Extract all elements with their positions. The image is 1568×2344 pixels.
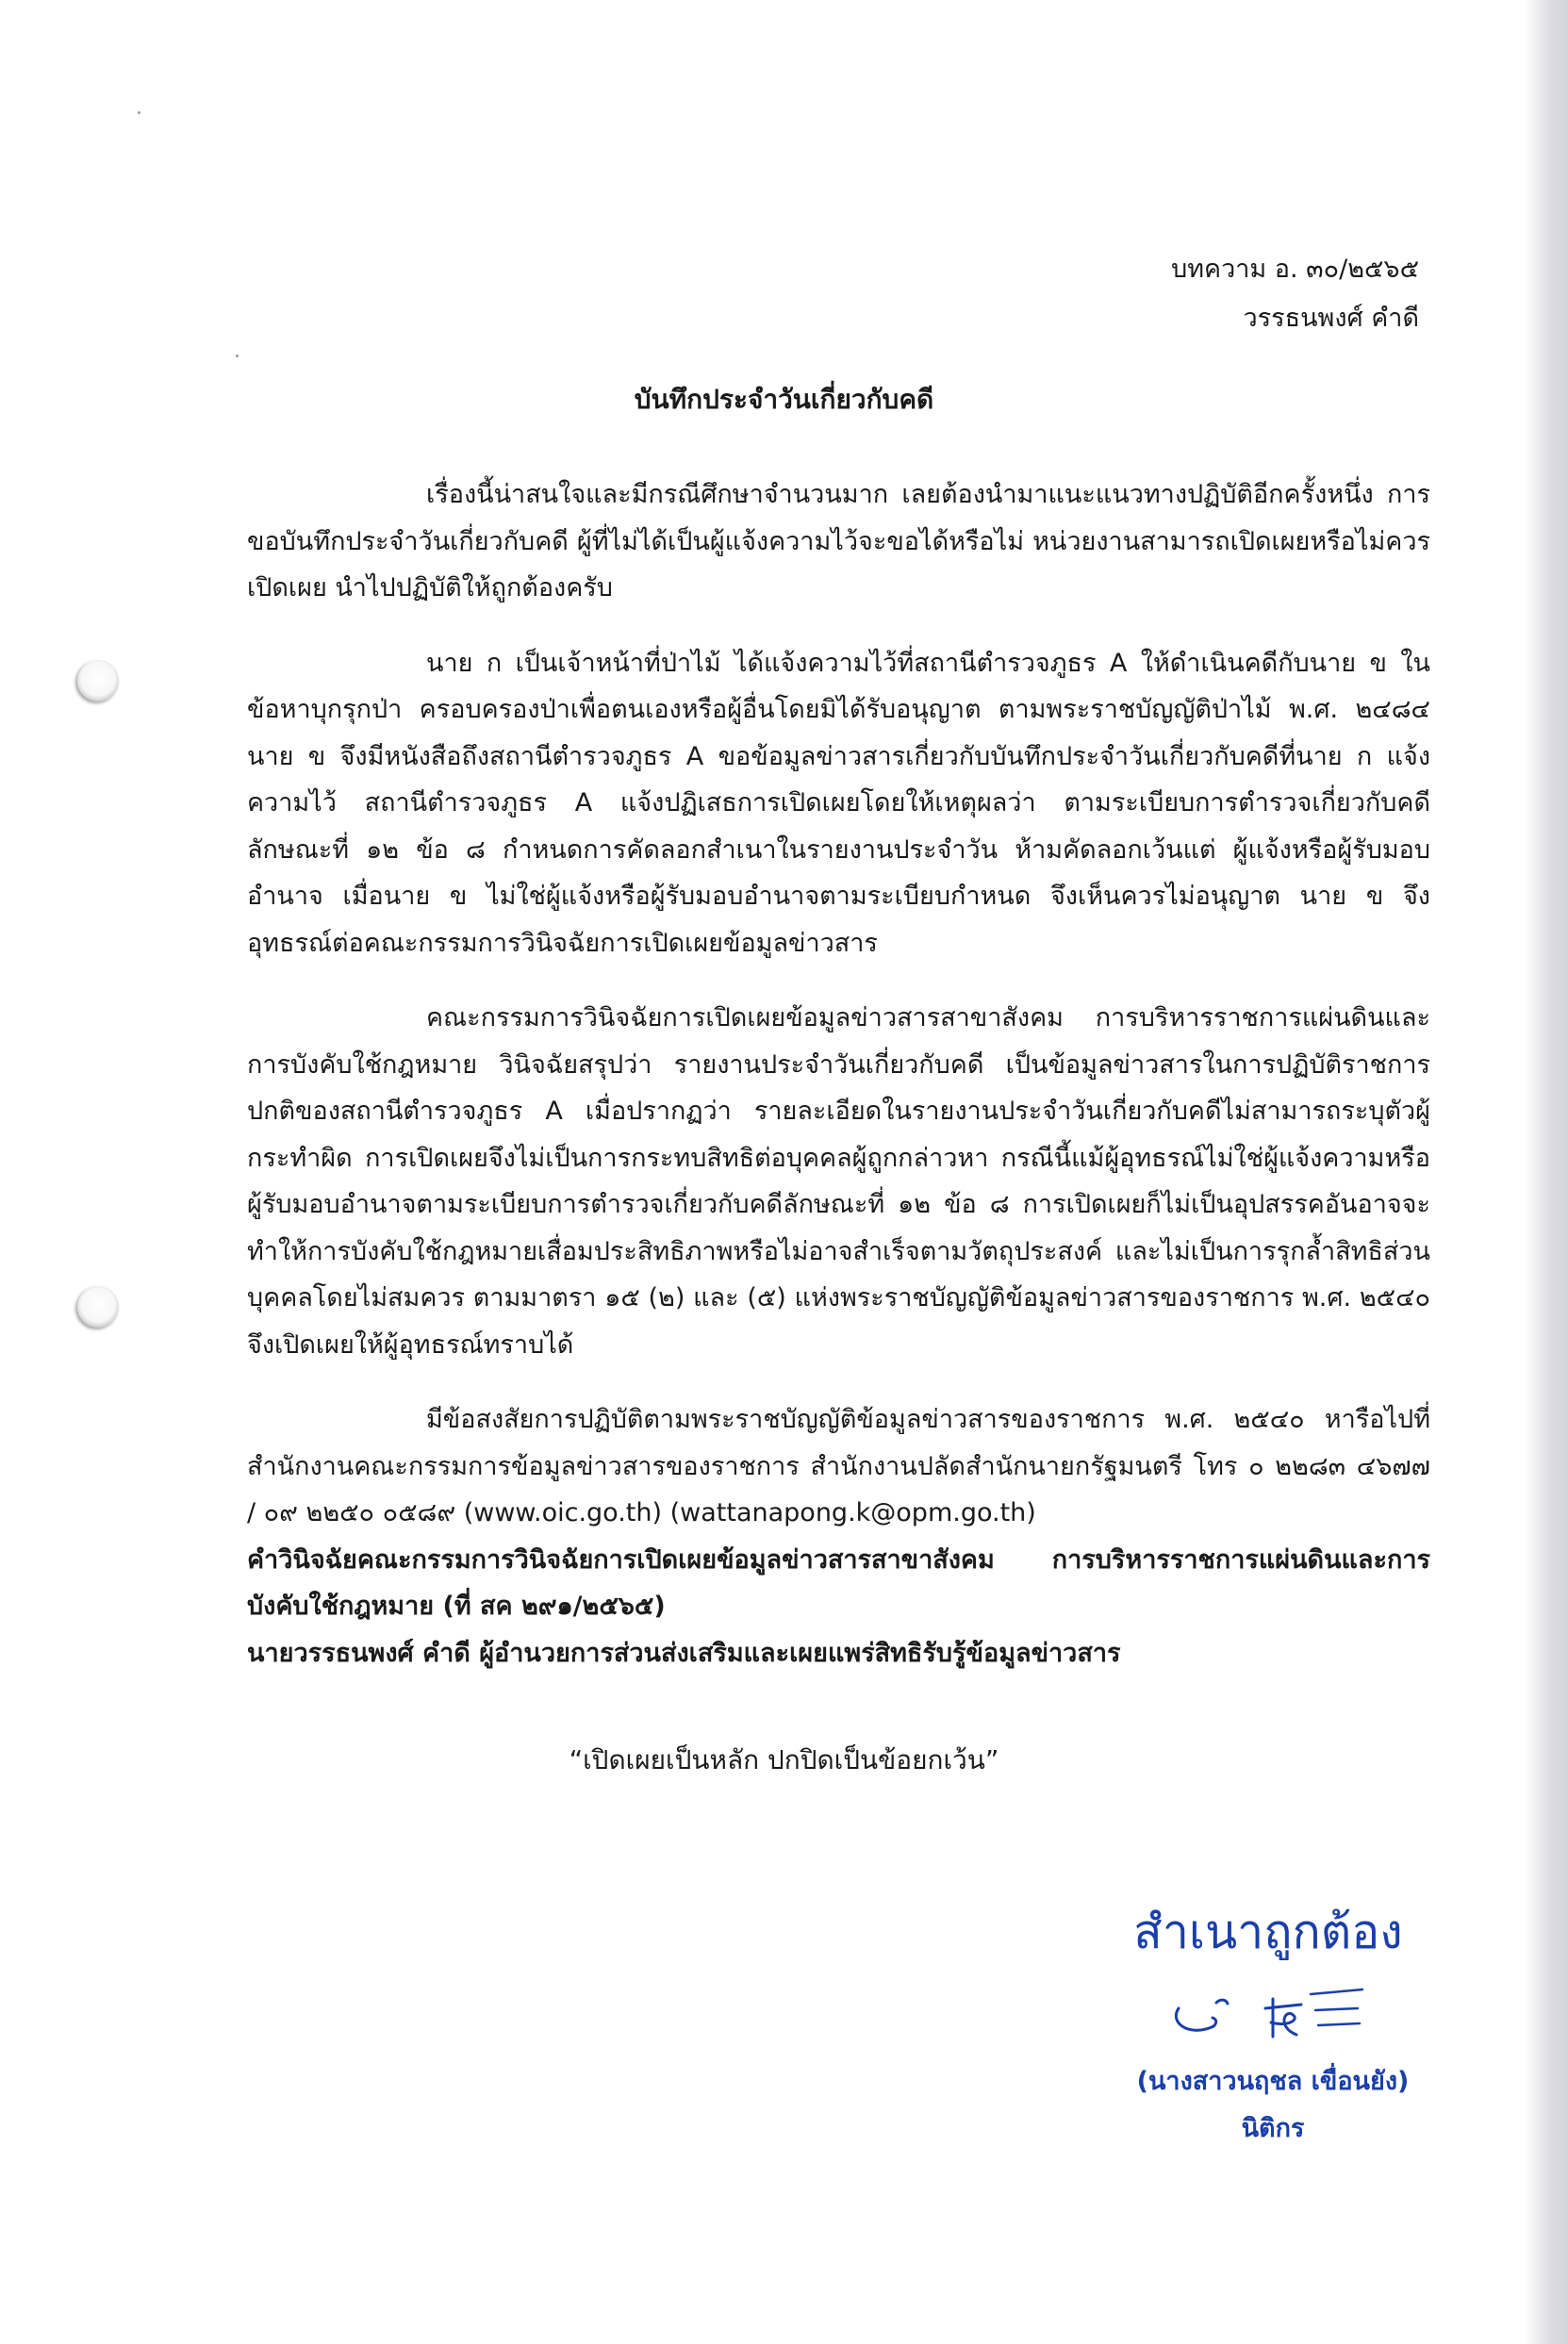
decision-reference-line: คำวินิจฉัยคณะกรรมการวินิจฉัยการเปิดเผยข้อมูลข่าวสารสาขาสังคม การบริหารราชการแผ่นดินและการบังคับใช้กฎหมาย (ที่ สค ๒๙๑/๒๕๖๕): [247, 1544, 1430, 1621]
scan-speck: [138, 111, 140, 114]
document-body: [247, 471, 1439, 1676]
intro-paragraph: เรื่องนี้น่าสนใจและมีกรณีศึกษาจำนวนมาก เลยต้องนำมาแนะแนวทางปฏิบัติอีกครั้งหนึ่ง การขอบันทึกประจำวันเกี่ยวกับคดี ผู้ที่ไม่ได้เป็นผู้แจ้งความไว้จะขอได้หรือไม่ หน่วยงานสามารถเปิดเผยหรือไม่ควรเปิดเผย นำไปปฏิบัติให้ถูกต้องครับ: [247, 480, 1430, 603]
punch-hole: [77, 1286, 119, 1328]
reference-author: วรรธนพงศ์ คำดี: [1243, 304, 1419, 333]
signature-mark: [1160, 1971, 1377, 2046]
signer-name: (นางสาวนฤชล เขื่อนยัง): [1136, 2067, 1410, 2096]
punch-hole: [77, 660, 119, 702]
document-title: บันทึกประจำวันเกี่ยวกับคดี: [634, 384, 934, 415]
author-line: นายวรรธนพงศ์ คำดี ผู้อำนวยการส่วนส่งเสริมและเผยแพร่สิทธิรับรู้ข้อมูลข่าวสาร: [247, 1638, 1121, 1668]
certified-copy-stamp: สำเนาถูกต้อง: [1133, 1905, 1403, 1959]
scan-speck: [236, 355, 239, 357]
reference-number: บทความ อ. ๓๐/๒๕๖๕: [1171, 255, 1419, 284]
decision-paragraph: คณะกรรมการวินิจฉัยการเปิดเผยข้อมูลข่าวสารสาขาสังคม การบริหารราชการแผ่นดินและการบังคับใช้กฎหมาย วินิจฉัยสรุปว่า รายงานประจำวันเกี่ยวกับคดี เป็นข้อมูลข่าวสารในการปฏิบัติราชการปกติของสถานีตำรวจภูธร A เมื่อปรากฏว่า รายละเอียดในรายงานประจำวันเกี่ยวกับคดีไม่สามารถระบุตัวผู้กระทำผิด การเปิดเผยจึงไม่เป็นการกระทบสิทธิต่อบุคคลผู้ถูกกล่าวหา กรณีนี้แม้ผู้อุทธรณ์ไม่ใช่ผู้แจ้งความหรือผู้รับมอบอำนาจตามระเบียบการตำรวจเกี่ยวกับคดีลักษณะที่ ๑๒ ข้อ ๘ การเปิดเผยก็ไม่เป็นอุปสรรคอันอาจจะทำให้การบังคับใช้กฎหมายเสื่อมประสิทธิภาพหรือไม่อาจสำเร็จตามวัตถุประสงค์ และไม่เป็นการรุกล้ำสิทธิส่วนบุคคลโดยไม่สมควร ตามมาตรา ๑๕ (๒) และ (๕) แห่งพระราชบัญญัติข้อมูลข่าวสารของราชการ พ.ศ. ๒๕๔๐ จึงเปิดเผยให้ผู้อุทธรณ์ทราบได้: [247, 1003, 1439, 1360]
certification-stamp: [1084, 1895, 1461, 2253]
contact-paragraph: มีข้อสงสัยการปฏิบัติตามพระราชบัญญัติข้อมูลข่าวสารของราชการ พ.ศ. ๒๕๔๐ หารือไปที่สำนักงานคณะกรรมการข้อมูลข่าวสารของราชการ สำนักงานปลัดสำนักนายกรัฐมนตรี โทร ๐ ๒๒๘๓ ๔๖๗๗ / ๐๙ ๒๒๕๐ ๐๕๘๙ (www.oic.go.th) (wattanapong.k@opm.go.th): [247, 1405, 1439, 1527]
page-edge-shadow: [1525, 0, 1568, 2344]
signer-position: นิติกร: [1241, 2114, 1305, 2143]
reference-block: [1171, 245, 1419, 343]
case-facts-paragraph: นาย ก เป็นเจ้าหน้าที่ป่าไม้ ได้แจ้งความไว้ที่สถานีตำรวจภูธร A ให้ดำเนินคดีกับนาย ข ในข้อหาบุกรุกป่า ครอบครองป่าเพื่อตนเองหรือผู้อื่นโดยมิได้รับอนุญาต ตามพระราชบัญญัติป่าไม้ พ.ศ. ๒๔๘๔ นาย ข จึงมีหนังสือถึงสถานีตำรวจภูธร A ขอข้อมูลข่าวสารเกี่ยวกับบันทึกประจำวันเกี่ยวกับคดีที่นาย ก แจ้งความไว้ สถานีตำรวจภูธร A แจ้งปฏิเสธการเปิดเผยโดยให้เหตุผลว่า ตามระเบียบการตำรวจเกี่ยวกับคดีลักษณะที่ ๑๒ ข้อ ๘ กำหนดการคัดลอกสำเนาในรายงานประจำวัน ห้ามคัดลอกเว้นแต่ ผู้แจ้งหรือผู้รับมอบอำนาจ เมื่อนาย ข ไม่ใช่ผู้แจ้งหรือผู้รับมอบอำนาจตามระเบียบกำหนด จึงเห็นควรไม่อนุญาต นาย ข จึงอุทธรณ์ต่อคณะกรรมการวินิจฉัยการเปิดเผยข้อมูลข่าวสาร: [247, 648, 1439, 958]
motto: “เปิดเผยเป็นหลัก ปกปิดเป็นข้อยกเว้น”: [569, 1744, 999, 1775]
